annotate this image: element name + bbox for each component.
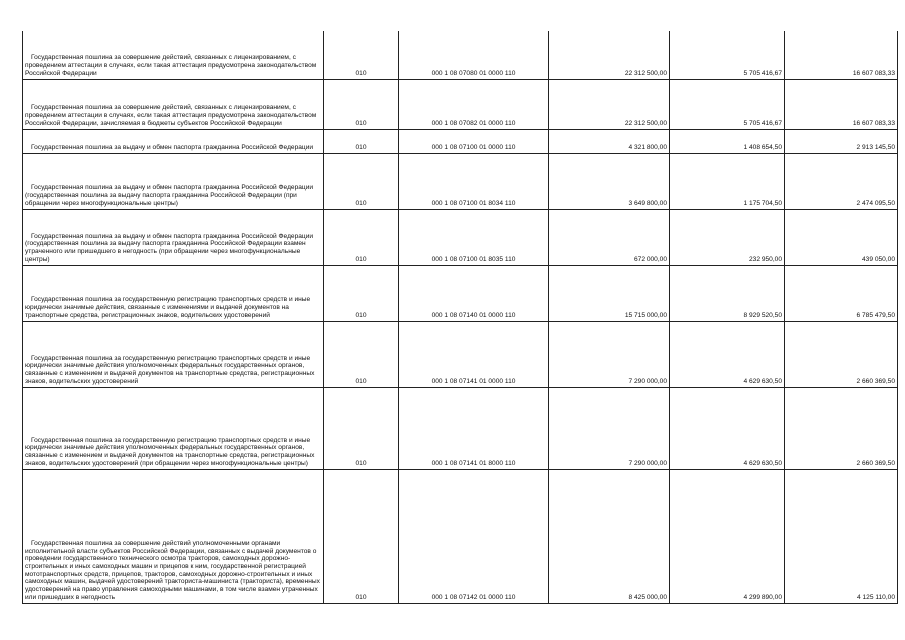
row-name-text: Государственная пошлина за государственную регистрацию транспортных средств и иные юридически значимые действия уполномоченных федеральных государственных органов, связанные с изменением и выдачей документов на транспортные средства, регистрационных знаков, водительских удостоверений (при обращении через многофункциональные центры) [25, 436, 315, 467]
row-code-cell: 010 [324, 153, 399, 209]
row-name-cell [23, 209, 324, 265]
row-unexecuted-cell: 2 474 095,50 [785, 153, 898, 209]
row-executed-cell: 4 299 890,00 [670, 469, 785, 603]
row-name-cell [23, 79, 324, 129]
row-name-text: Государственная пошлина за совершение действий, связанных с лицензированием, с проведением аттестации в случаях, если такая аттестация предусмотрена законодательством Российской Федерации [25, 54, 317, 77]
row-executed-cell: 4 629 630,50 [670, 387, 785, 469]
row-executed-cell: 5 705 416,67 [670, 31, 785, 79]
table-row [23, 469, 898, 603]
table-row [23, 79, 898, 129]
table-row [23, 387, 898, 469]
table-row [23, 209, 898, 265]
row-approved-cell: 22 312 500,00 [549, 79, 670, 129]
row-name-text: Государственная пошлина за совершение действий уполномоченными органами исполнительной власти субъектов Российской Федерации, связанных с выдачей документов о проведении государственного технического осмотра тракторов, самоходных дорожно-строительных и иных самоходных машин и прицепов к ним, государственной регистрацией мототранспортных средств, прицепов, тракторов, самоходных дорожно-строительных и иных самоходных машин, выдачей удостоверений тракториста-машиниста (тракториста), временных удостоверений на право управления самоходными машинами, в том числе взамен утраченных или пришедших в негодность [25, 539, 320, 601]
row-unexecuted-cell: 2 660 369,50 [785, 321, 898, 387]
row-approved-cell: 7 290 000,00 [549, 321, 670, 387]
row-approved-cell: 4 321 800,00 [549, 129, 670, 153]
row-executed-cell: 5 705 416,67 [670, 79, 785, 129]
row-name-text: Государственная пошлина за государственную регистрацию транспортных средств и иные юридически значимые действия, связанные с изменениями и выдачей документов на транспортные средства, регистрационных знаков, водительских удостоверений [25, 296, 311, 319]
table-row [23, 265, 898, 321]
row-name-cell [23, 31, 324, 79]
row-kbk-cell: 000 1 08 07100 01 8035 110 [399, 209, 549, 265]
row-kbk-cell: 000 1 08 07140 01 0000 110 [399, 265, 549, 321]
row-name-text: Государственная пошлина за выдачу и обмен паспорта гражданина Российской Федерации (государственная пошлина за выдачу паспорта гражданина Российской Федерации (при обращении через многофункциональные центры) [25, 184, 314, 207]
row-code-cell: 010 [324, 209, 399, 265]
row-name-cell [23, 469, 324, 603]
budget-revenue-table [22, 31, 898, 604]
row-approved-cell: 672 000,00 [549, 209, 670, 265]
row-name-cell [23, 153, 324, 209]
row-code-cell: 010 [324, 321, 399, 387]
table-row [23, 321, 898, 387]
row-name-cell [23, 265, 324, 321]
row-approved-cell: 15 715 000,00 [549, 265, 670, 321]
row-executed-cell: 8 929 520,50 [670, 265, 785, 321]
row-name-text: Государственная пошлина за совершение действий, связанных с лицензированием, с проведением аттестации в случаях, если такая аттестация предусмотрена законодательством Российской Федерации, зачисляемая в бюджеты субъектов Российской Федерации [25, 104, 317, 127]
row-unexecuted-cell: 2 913 145,50 [785, 129, 898, 153]
row-kbk-cell: 000 1 08 07142 01 0000 110 [399, 469, 549, 603]
row-kbk-cell: 000 1 08 07100 01 8034 110 [399, 153, 549, 209]
row-code-cell: 010 [324, 129, 399, 153]
row-executed-cell: 4 629 630,50 [670, 321, 785, 387]
row-approved-cell: 8 425 000,00 [549, 469, 670, 603]
row-name-cell [23, 129, 324, 153]
row-unexecuted-cell: 16 607 083,33 [785, 31, 898, 79]
row-approved-cell: 7 290 000,00 [549, 387, 670, 469]
row-code-cell: 010 [324, 265, 399, 321]
row-approved-cell: 3 649 800,00 [549, 153, 670, 209]
row-kbk-cell: 000 1 08 07141 01 8000 110 [399, 387, 549, 469]
row-unexecuted-cell: 6 785 479,50 [785, 265, 898, 321]
row-name-text: Государственная пошлина за выдачу и обмен паспорта гражданина Российской Федерации [31, 143, 314, 151]
row-code-cell: 010 [324, 387, 399, 469]
row-name-text: Государственная пошлина за государственную регистрацию транспортных средств и иные юридически значимые действия уполномоченных федеральных государственных органов, связанные с изменением и выдачей документов на транспортные средства, регистрационных знаков, водительских удостоверений [25, 354, 315, 385]
row-kbk-cell: 000 1 08 07100 01 0000 110 [399, 129, 549, 153]
table-row [23, 153, 898, 209]
row-name-cell [23, 387, 324, 469]
row-code-cell: 010 [324, 469, 399, 603]
row-unexecuted-cell: 4 125 110,00 [785, 469, 898, 603]
row-name-cell [23, 321, 324, 387]
row-kbk-cell: 000 1 08 07082 01 0000 110 [399, 79, 549, 129]
row-unexecuted-cell: 16 607 083,33 [785, 79, 898, 129]
row-code-cell: 010 [324, 79, 399, 129]
row-unexecuted-cell: 2 660 369,50 [785, 387, 898, 469]
table-row [23, 129, 898, 153]
row-code-cell: 010 [324, 31, 399, 79]
table-row [23, 31, 898, 79]
row-executed-cell: 1 175 704,50 [670, 153, 785, 209]
row-executed-cell: 232 950,00 [670, 209, 785, 265]
row-kbk-cell: 000 1 08 07080 01 0000 110 [399, 31, 549, 79]
row-unexecuted-cell: 439 050,00 [785, 209, 898, 265]
row-name-text: Государственная пошлина за выдачу и обмен паспорта гражданина Российской Федерации (государственная пошлина за выдачу паспорта гражданина Российской Федерации взамен утраченного или пришедшего в негодность (при обращении через многофункциональные центры) [25, 232, 314, 263]
row-approved-cell: 22 312 500,00 [549, 31, 670, 79]
row-kbk-cell: 000 1 08 07141 01 0000 110 [399, 321, 549, 387]
row-executed-cell: 1 408 654,50 [670, 129, 785, 153]
